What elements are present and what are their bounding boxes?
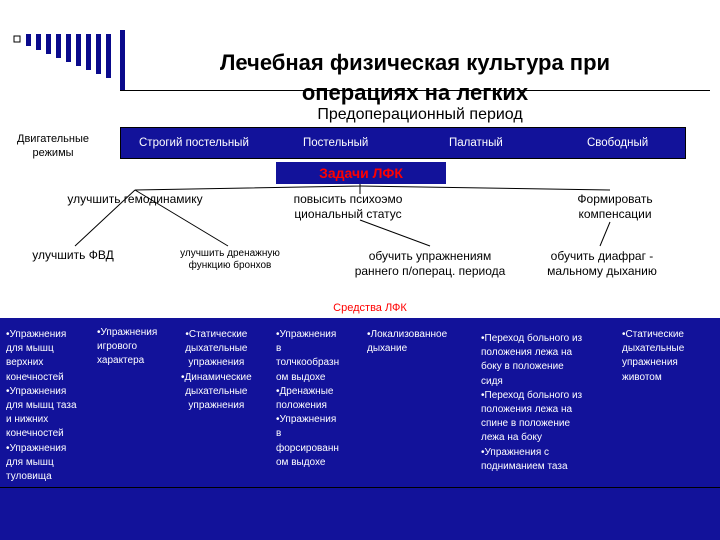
task-drainage: [165, 248, 295, 272]
task-psycho-emotional-line-2: циональный статус: [294, 207, 402, 221]
means-item: •Упражнения: [6, 385, 67, 397]
task-psycho-emotional: [268, 192, 428, 222]
slide-title-line-1: Лечебная физическая культура при: [219, 50, 611, 75]
task-diaphragm: [532, 249, 672, 279]
task-diaphragm-line-2: мальному дыханию: [547, 264, 657, 278]
means-column-position: [481, 332, 582, 474]
task-fvd: [8, 248, 138, 263]
means-column-game: [97, 326, 157, 369]
task-compensation-line-1: Формировать: [577, 192, 653, 206]
means-item: положения лежа на: [481, 347, 573, 359]
means-item: конечностей: [6, 428, 64, 440]
means-item: •Упражнения с: [481, 446, 550, 458]
mode-strict-bed: Строгий постельный: [139, 137, 249, 149]
means-item: ом выдохе: [276, 456, 326, 468]
means-item: игрового: [97, 341, 138, 353]
means-column-breathing: [181, 328, 252, 413]
means-column-drainage: [276, 328, 339, 470]
means-item: •Упражнения: [6, 329, 67, 340]
motor-modes-label-line-2: режимы: [32, 147, 74, 159]
means-item: упражнения: [188, 400, 245, 412]
means-item: характера: [97, 355, 145, 367]
task-drainage-line-2: функцию бронхов: [188, 260, 272, 271]
motor-modes-label-line-1: Двигательные: [17, 133, 89, 145]
means-column-abdominal: [622, 328, 684, 385]
means-item: толчкообразн: [276, 357, 340, 369]
means-item: дыхательные: [185, 385, 248, 397]
means-item: упражнения: [622, 357, 678, 369]
means-item: дыхание: [367, 343, 408, 355]
tasks-header: Задачи ЛФК: [276, 162, 446, 184]
means-item: и нижних: [6, 414, 49, 426]
means-item: •Локализованное: [367, 329, 448, 340]
bottom-rule: [0, 487, 720, 488]
task-compensation-line-2: компенсации: [578, 207, 652, 221]
means-item: ом выдохе: [276, 371, 326, 383]
task-early-exercises: [335, 249, 525, 279]
means-item: в: [276, 343, 282, 355]
means-item: боку в положение: [481, 361, 564, 373]
means-column-limbs: [6, 328, 77, 484]
period-heading: Предоперационный период: [317, 106, 523, 123]
mode-bed: Постельный: [303, 137, 369, 149]
task-drainage-line-1: улучшить дренажную: [180, 248, 280, 259]
means-item: для мышц: [6, 456, 54, 468]
means-item: •Упражнения: [276, 329, 337, 340]
means-item: конечностей: [6, 371, 64, 383]
means-item: лежа на боку: [481, 432, 542, 444]
means-item: подниманием таза: [481, 460, 568, 472]
means-item: •Статические: [185, 329, 248, 340]
means-item: положения лежа на: [481, 404, 573, 416]
means-item: верхних: [6, 357, 44, 369]
means-item: для мышц: [6, 343, 54, 355]
means-item: спине в положение: [481, 418, 571, 430]
mode-free: Свободный: [587, 137, 649, 149]
means-item: положения: [276, 400, 327, 412]
means-item: •Динамические: [181, 371, 252, 383]
task-hemodynamics: [40, 192, 230, 207]
means-item: •Упражнения: [276, 414, 337, 426]
means-item: для мышц таза: [6, 400, 77, 412]
task-diaphragm-line-1: обучить диафраг -: [550, 249, 654, 263]
means-item: •Дренажные: [276, 385, 334, 397]
means-column-localized: [367, 328, 447, 356]
means-item: •Переход больного из: [481, 389, 583, 401]
task-compensation: [550, 192, 680, 222]
means-item: в: [276, 428, 282, 440]
means-item: упражнения: [188, 357, 245, 369]
means-item: дыхательные: [622, 343, 685, 355]
means-item: •Переход больного из: [481, 333, 583, 344]
task-early-exercises-line-1: обучить упражнениям: [368, 249, 492, 263]
means-item: •Статические: [622, 329, 684, 340]
means-header: Средства ЛФК: [333, 302, 407, 314]
means-item: сидя: [481, 375, 503, 387]
task-hemodynamics-line-1: улучшить гемодинамику: [67, 192, 203, 206]
means-item: дыхательные: [185, 343, 248, 355]
means-item: •Упражнения: [97, 327, 158, 338]
means-item: животом: [622, 371, 662, 383]
mode-ward: Палатный: [449, 137, 503, 149]
means-item: •Упражнения: [6, 442, 67, 454]
slide-title-line-2: операциях на легких: [301, 80, 529, 105]
means-item: туловища: [6, 471, 52, 483]
means-item: форсированн: [276, 442, 339, 454]
task-fvd-line-1: улучшить ФВД: [32, 248, 114, 262]
task-early-exercises-line-2: раннего п/операц. периода: [354, 264, 506, 278]
means-panel: [0, 318, 720, 540]
task-psycho-emotional-line-1: повысить психоэмо: [293, 192, 403, 206]
